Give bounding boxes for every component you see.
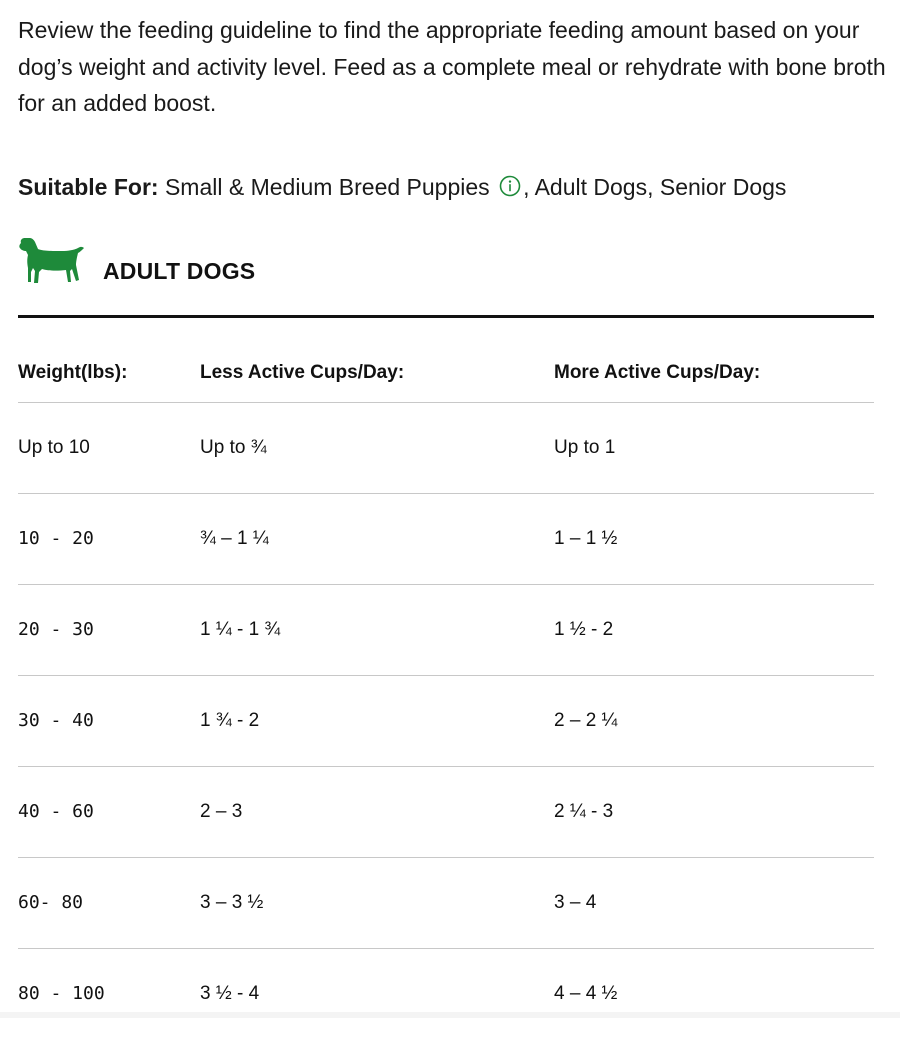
weight-cell: Up to 10 — [18, 437, 90, 458]
less-active-cell: 2 – 3 — [200, 801, 243, 822]
weight-cell: 30 - 40 — [18, 710, 94, 731]
table-row — [18, 403, 874, 494]
less-active-cell: ¾ – 1 ¼ — [200, 528, 269, 549]
bottom-edge — [0, 1012, 900, 1018]
suitable-for — [18, 170, 786, 204]
more-active-cell: 2 – 2 ¼ — [554, 710, 618, 731]
info-icon[interactable] — [499, 175, 521, 197]
more-active-cell: 3 – 4 — [554, 892, 597, 913]
more-active-cell: Up to 1 — [554, 437, 616, 458]
weight-cell: 60- 80 — [18, 892, 84, 913]
dog-icon — [18, 235, 85, 285]
weight-cell: 40 - 60 — [18, 801, 94, 822]
feeding-table — [18, 318, 874, 1039]
more-active-cell: 1 – 1 ½ — [554, 528, 618, 549]
less-active-cell: 3 ½ - 4 — [200, 983, 260, 1004]
suitable-for-rest: , Adult Dogs, Senior Dogs — [523, 174, 787, 200]
weight-cell: 10 - 20 — [18, 528, 94, 549]
suitable-for-puppies: Small & Medium Breed Puppies — [164, 174, 490, 200]
section-title: ADULT DOGS — [103, 258, 256, 284]
header-more-active: More Active Cups/Day: — [554, 362, 761, 383]
more-active-cell: 2 ¼ - 3 — [554, 801, 614, 822]
weight-cell: 20 - 30 — [18, 619, 94, 640]
table-row — [18, 494, 874, 585]
header-less-active: Less Active Cups/Day: — [200, 362, 405, 383]
less-active-cell: 1 ¾ - 2 — [200, 710, 260, 731]
section-header — [18, 232, 878, 292]
more-active-cell: 4 – 4 ½ — [554, 983, 618, 1004]
table-row — [18, 676, 874, 767]
less-active-cell: 1 ¼ - 1 ¾ — [200, 619, 281, 640]
less-active-cell: Up to ¾ — [200, 437, 267, 458]
table-row — [18, 585, 874, 676]
table-row — [18, 767, 874, 858]
table-header — [18, 318, 874, 403]
less-active-cell: 3 – 3 ½ — [200, 892, 264, 913]
header-weight: Weight(lbs): — [18, 362, 128, 383]
intro-paragraph: Review the feeding guideline to find the appropriate feeding amount based on your dog’s weight and activity level. Feed as a complete meal or rehydrate with bone broth for an added boost. — [18, 17, 886, 116]
table-row — [18, 949, 874, 1039]
more-active-cell: 1 ½ - 2 — [554, 619, 614, 640]
suitable-for-label: Suitable For: — [18, 174, 159, 200]
table-row — [18, 858, 874, 949]
weight-cell: 80 - 100 — [18, 983, 105, 1004]
